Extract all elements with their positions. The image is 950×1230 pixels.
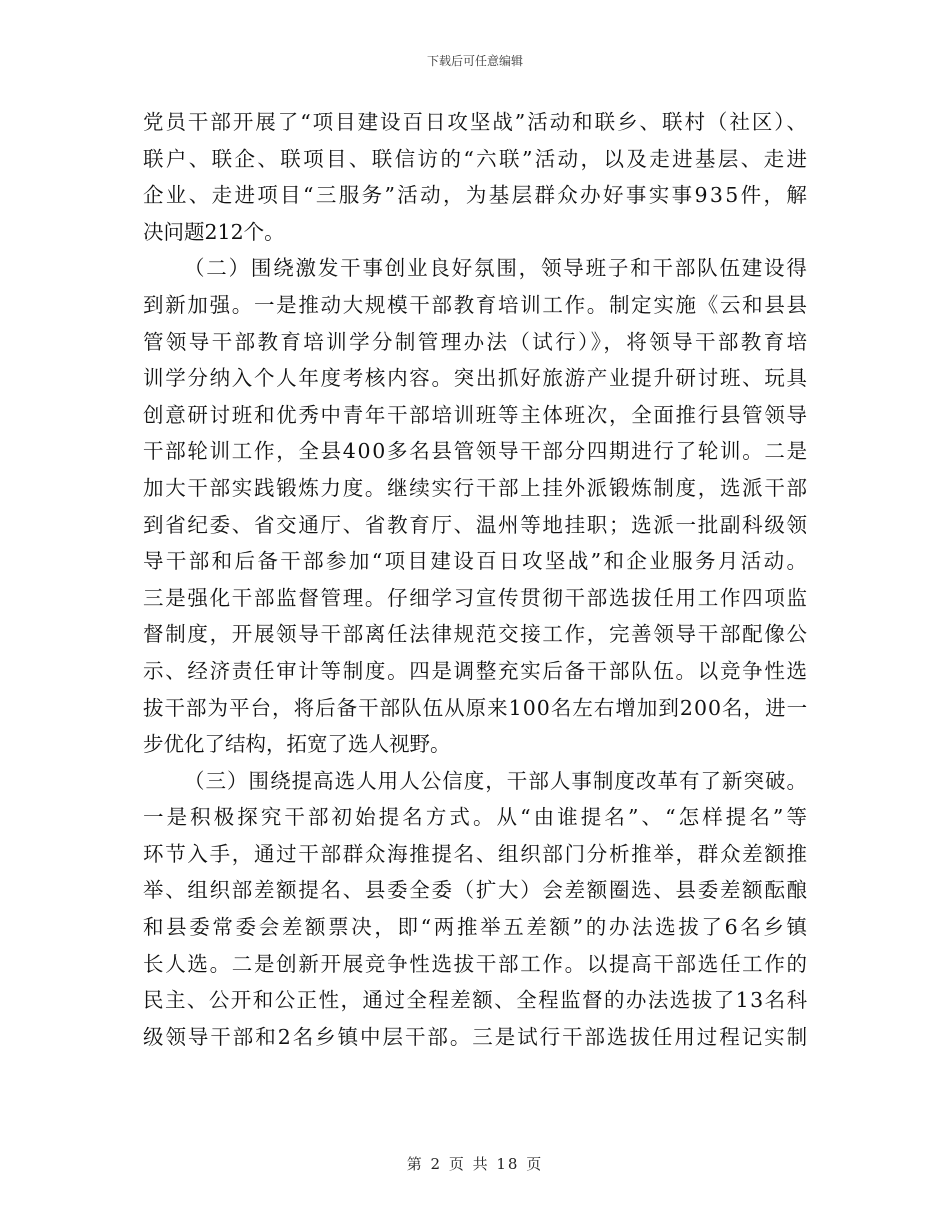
body-line: （二）围绕激发干事创业良好氛围，领导班子和干部队伍建设得 bbox=[184, 256, 809, 281]
body-line: 长人选。二是创新开展竞争性选拔干部工作。以提高干部选任工作的 bbox=[143, 951, 809, 976]
body-line: 级领导干部和2名乡镇中层干部。三是试行干部选拔任用过程记实制 bbox=[143, 1024, 810, 1049]
body-line: 环节入手，通过干部群众海推提名、组织部门分析推举，群众差额推 bbox=[143, 841, 809, 866]
body-line: 管领导干部教育培训学分制管理办法（试行）》，将领导干部教育培 bbox=[143, 329, 810, 354]
body-line: 民主、公开和公正性，通过全程差额、全程监督的办法选拔了13名科 bbox=[143, 988, 809, 1013]
body-line: 到省纪委、省交通厅、省教育厅、温州等地挂职；选派一批副科级领 bbox=[143, 512, 809, 537]
body-line: 举、组织部差额提名、县委全委（扩大）会差额圈选、县委差额酝酿 bbox=[143, 878, 809, 903]
body-line: 三是强化干部监督管理。仔细学习宣传贯彻干部选拔任用工作四项监 bbox=[143, 585, 809, 610]
body-line: 步优化了结构，拓宽了选人视野。 bbox=[143, 732, 451, 757]
body-line: 一是积极探究干部初始提名方式。从“由谁提名”、“怎样提名”等 bbox=[143, 805, 811, 830]
body-line: 创意研讨班和优秀中青年干部培训班等主体班次，全面推行县管领导 bbox=[143, 402, 809, 427]
body-line: 决问题212个。 bbox=[143, 219, 285, 244]
body-line: 企业、走进项目“三服务”活动，为基层群众办好事实事935件，解 bbox=[143, 183, 810, 208]
body-line: 和县委常委会差额票决，即“两推举五差额”的办法选拔了6名乡镇 bbox=[143, 915, 810, 940]
body-line: 训学分纳入个人年度考核内容。突出抓好旅游产业提升研讨班、玩具 bbox=[143, 366, 809, 391]
body-line: 联户、联企、联项目、联信访的“六联”活动，以及走进基层、走进 bbox=[143, 146, 810, 171]
document-body bbox=[143, 104, 811, 1055]
body-line: （三）围绕提高选人用人公信度，干部人事制度改革有了新突破。 bbox=[184, 768, 809, 793]
body-line: 到新加强。一是推动大规模干部教育培训工作。制定实施《云和县县 bbox=[143, 292, 809, 317]
body-line: 导干部和后备干部参加“项目建设百日攻坚战”和企业服务月活动。 bbox=[143, 549, 810, 574]
body-line: 干部轮训工作，全县400多名县管领导干部分四期进行了轮训。二是 bbox=[143, 439, 809, 464]
body-line: 党员干部开展了“项目建设百日攻坚战”活动和联乡、联村（社区）、 bbox=[143, 110, 809, 134]
body-line: 拔干部为平台，将后备干部队伍从原来100名左右增加到200名，进一 bbox=[143, 695, 809, 720]
body-line: 示、经济责任审计等制度。四是调整充实后备干部队伍。以竞争性选 bbox=[143, 658, 809, 683]
page-number-footer: 第 2 页 共 18 页 bbox=[406, 1155, 544, 1173]
body-line: 加大干部实践锻炼力度。继续实行干部上挂外派锻炼制度，选派干部 bbox=[143, 475, 809, 500]
page-header-note: 下载后可任意编辑 bbox=[426, 54, 523, 68]
body-line: 督制度，开展领导干部离任法律规范交接工作，完善领导干部配像公 bbox=[143, 622, 809, 647]
